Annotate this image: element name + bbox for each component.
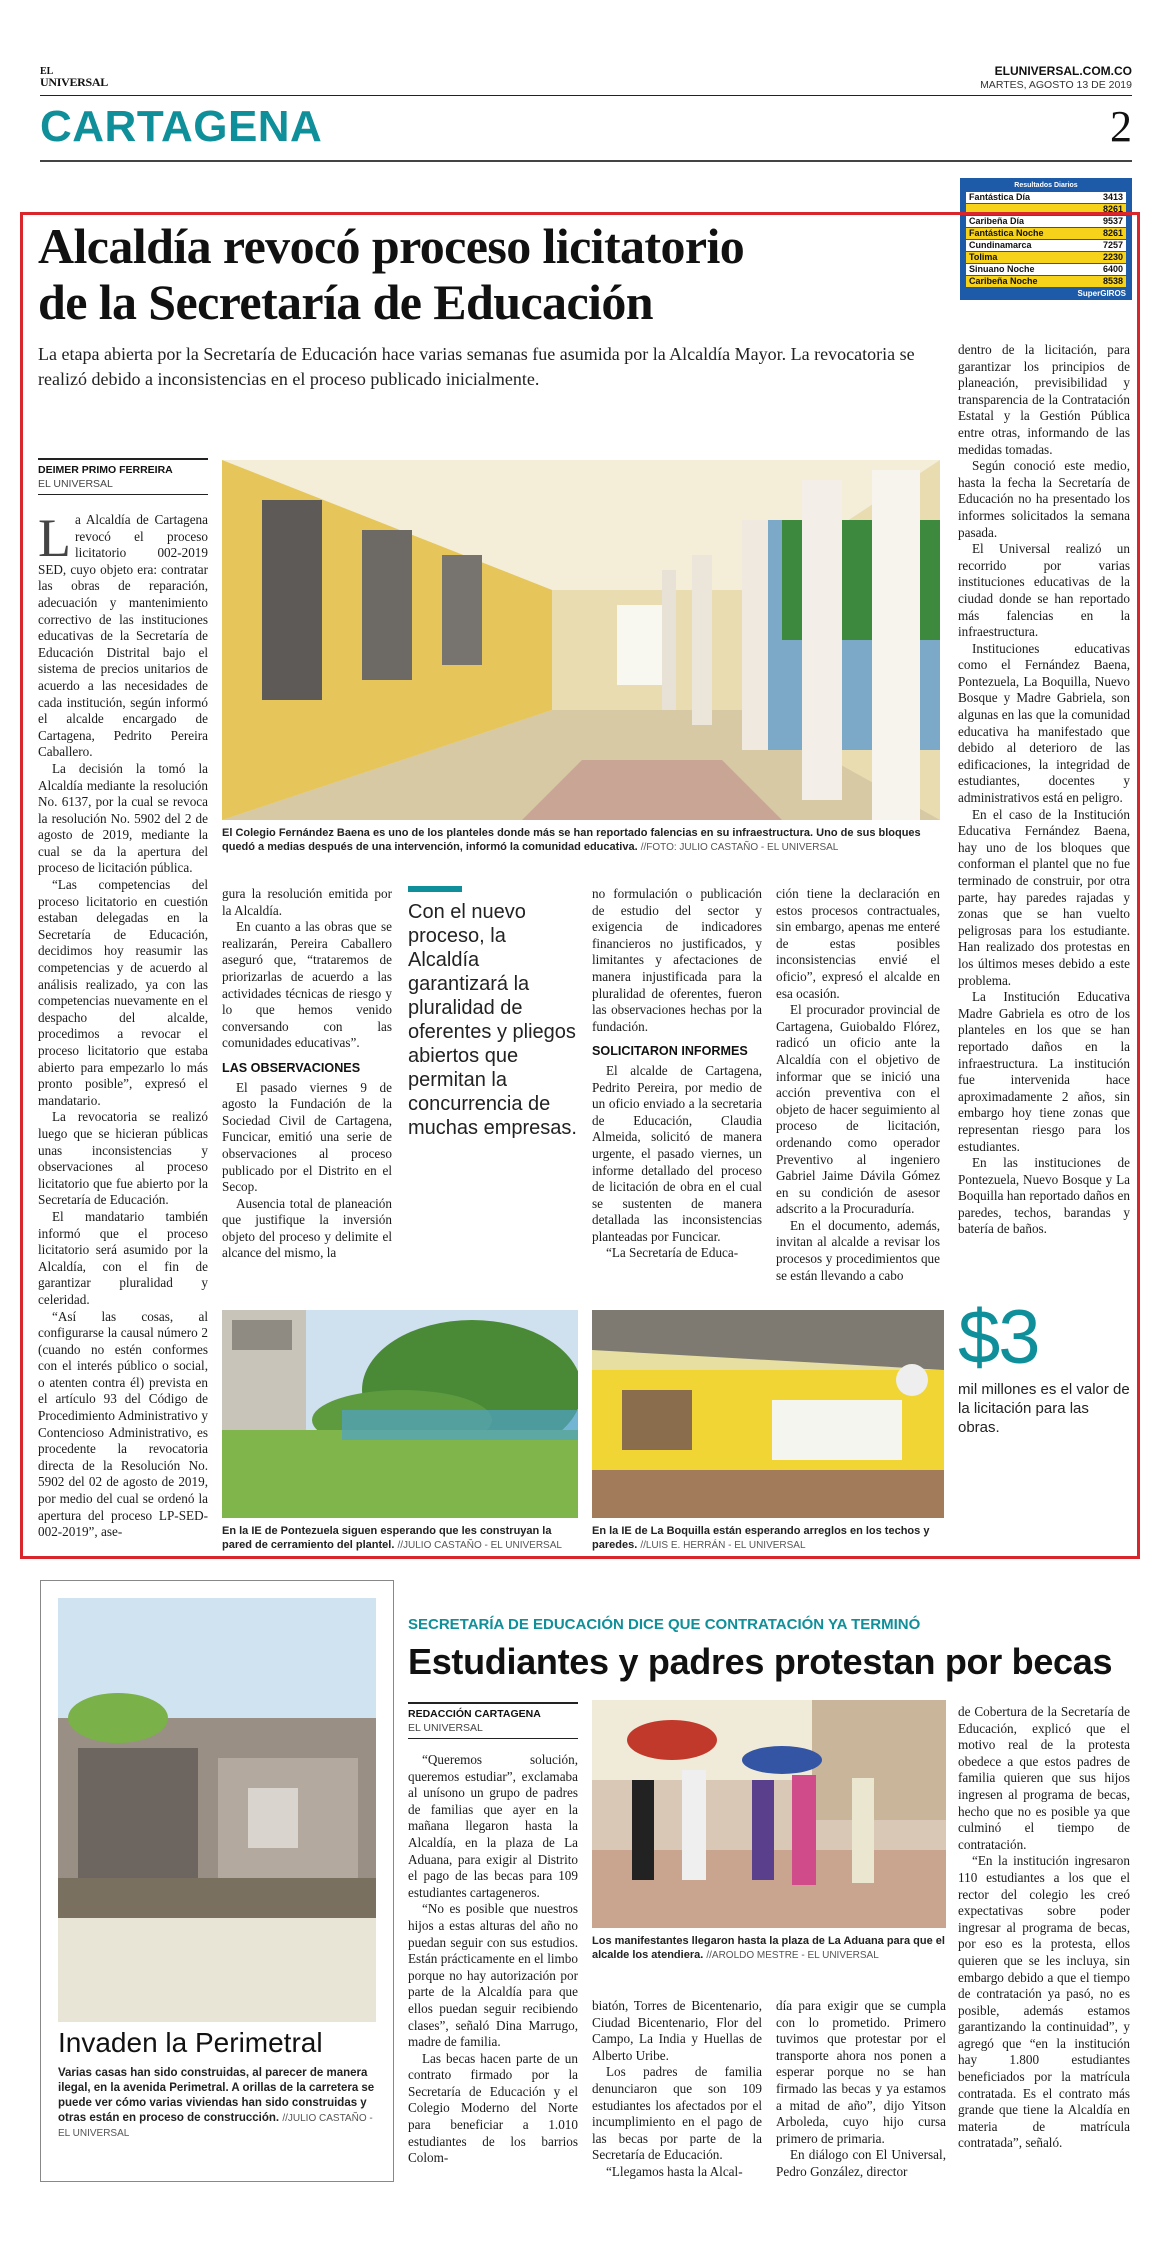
paragraph: La revocatoria se realizó luego que se hicieran públicas unas inconsistencias y observaciones al proceso licitatorio que fue abierto por la Secretaría de Educación. [38,1109,208,1208]
photo2-caption [222,1524,578,1553]
paragraph: El pasado viernes 9 de agosto la Fundación de la Sociedad Civil de Cartagena, Funcicar, emitió una serie de observaciones al proceso publicado por el Distrito en el Secop. [222,1079,392,1195]
photo3-credit: //LUIS E. HERRÁN - EL UNIVERSAL [640,1540,806,1551]
photo3-caption-text: En la IE de La Boquilla están esperando arreglos en los techos y paredes. [592,1525,930,1551]
paragraph: Según conoció este medio, hasta la fecha la Secretaría de Educación no ha presentado los informes solicitados la semana pasada. [958,458,1130,540]
lottery-value: 8538 [1102,276,1123,286]
lottery-title: Resultados Diarios [1014,182,1078,189]
paragraph: dentro de la licitación, para garantizar los principios de planeación, previsibilidad y transparencia de la Contratación Estatal y la Gestión Pública entre otras, informando de las medidas tomadas. [958,342,1130,457]
article1-outlet: EL UNIVERSAL [38,478,113,490]
paragraph: El procurador provincial de Cartagena, Guiobaldo Flórez, radicó un oficio ante la Alcaldía con el objetivo de informar que se inició una acción preventiva con el objeto de hacer seguimiento al proceso de licitación, ordenando como operador Preventivo al ingeniero Gabriel Jaime Dávila Gómez en su condición de asesor adscrito a la Procuraduría. [776,1002,940,1217]
paragraph: En el caso de la Institución Educativa Fernández Baena, hay uno de los bloques que conforman el plantel que no fue terminado de construir, por otra parte, hay paredes rajadas y zonas que se han vuelto peligrosas para los estudiante. Han realizado dos protestas en los últimos meses debido a este problema. [958,806,1130,988]
article1-author: DEIMER PRIMO FERREIRA [38,464,173,476]
sidebar-credit: //JULIO CASTAÑO - EL UNIVERSAL [58,2113,373,2139]
article1-col4 [592,886,762,1262]
lottery-name: Fantástica Noche [969,228,1044,238]
perimetral-illustration [58,1598,376,2022]
paragraph: de Cobertura de la Secretaría de Educación, explicó que el motivo real de la protesta obedece a que estos padres de familia quieren que sus hijos ingresen al programa de becas, hecho que no es posible ya que culminó el tiempo de contratación. [958,1704,1130,1852]
paragraph: “Las competencias del proceso licitatorio en cuestión estaban delegadas en la Secretaría de Educación, decidimos hoy reasumir las competencias y de acuerdo al análisis realizado, ya con las competencias nuevamente en el despacho del alcalde, procedimos a revocar el proceso licitatorio que estaba abierto para empezarlo lo más pronto posible”, expresó el mandatario. [38,877,208,1108]
lottery-value: 8261 [1102,204,1123,214]
paragraph: Ausencia total de planeación que justifique la inversión objeto del proceso y delimite el alcance del mismo, la [222,1195,392,1261]
paragraph: “Así las cosas, al configurarse la causal número 2 (cuando no estén conformes con el interés público o social, o atenten contra él) prevista en el artículo 93 del Código de Procedimiento Administrativo y Contencioso Administrativo, es procedente la revocatoria directa de la Resolución No. 5902 del 02 de agosto de 2019, por medio del cual se ordenó la apertura del proceso LP-SED-002-2019”, ase- [38,1308,208,1540]
lottery-name: Sinuano Noche [969,264,1035,274]
a2-photo-caption [592,1934,946,1963]
paragraph: Las becas hacen parte de un contrato firmado por la Secretaría de Educación y el Colegio Moderno del Norte para beneficiar a 1.010 estudiantes de los barrios Colom- [408,2050,578,2166]
stat-text: mil millones es el valor de la licitación para las obras. [958,1381,1130,1436]
section-rule [40,160,1132,162]
paragraph: día para exigir que se cumpla con lo prometido. Primero tuvimos que protestar por el transporte ahora nos ponen a esperar porque no se han firmado las becas y ya estamos a mitad de año”, dijo Yitson Arboleda, cuyo hijo cursa primero de primaria. [776,1998,946,2146]
stat-value: $3 [958,1295,1039,1380]
article2-author: REDACCIÓN CARTAGENA [408,1708,541,1720]
paragraph: no formulación o publicación de estudio del sector y exigencia de indicadores financieros no justificados, y limitantes y afectaciones de manera injustificada para la pluralidad de oferentes, fueron las observaciones hechas por la fundación. [592,886,762,1034]
paragraph: “La Secretaría de Educa- [606,1245,739,1261]
photo-colegio-fernandez-baena [222,460,940,820]
logo-line1: EL [40,66,54,77]
lottery-name: Cundinamarca [969,240,1032,250]
lottery-value: 7257 [1102,240,1123,250]
byline-rule-bottom [38,494,208,495]
photo1-caption-text: El Colegio Fernández Baena es uno de los planteles donde más se han reportado falencias en su infraestructura. Uno de sus bloques quedó a medias después de una intervención, informó la comunidad educativa. [222,827,921,853]
headline-line1: Alcaldía revocó proceso licitatorio [38,218,745,274]
paragraph [38,508,208,761]
a2-byline-rule [408,1702,578,1704]
photo-pontezuela [222,1310,578,1518]
article2-col2 [592,1998,762,2181]
article1-lede: La etapa abierta por la Secretaría de Educación hace varias semanas fue asumida por la Alcaldía Mayor. La revocatoria se realizó debido a inconsistencias en el proceso publicado inicialmente. [38,344,915,389]
paragraph: El alcalde de Cartagena, Pedrito Pereira, por medio de un oficio enviado a la secretaria de Educación, Claudia Almeida, solicitó de manera urgente, el pasado viernes, un informe detallado del proceso de licitación de obra en el cual se sustenten de manera detallada las inconsistencias planteadas por Funcicar. [592,1062,762,1244]
lottery-row [966,192,1126,203]
sidebar-title: Invaden la Perimetral [58,2027,323,2058]
article1-col6 [958,342,1130,1238]
logo [40,66,108,88]
headline-line2: de la Secretaría de Educación [38,274,653,330]
paragraph-rest: a Alcaldía de Cartagena revocó el proceso licitatorio 002-2019 SED, cuyo objeto era: contratar las obras de reparación, adecuación y mantenimiento correctivo de las instituciones educativas de la Secretaría de Educación Distrital bajo el sistema de precios unitarios de acuerdo a las necesidades de cada institución, según informó el alcalde encargado de Cartagena, Pedrito Pereira Caballero. [38,512,208,760]
a2-photo-caption-text: Los manifestantes llegaron hasta la plaza de La Aduana para que el alcalde los atendiera. [592,1935,945,1961]
photo1-caption [222,826,940,855]
pontezuela-illustration [222,1310,578,1518]
article2-col1 [408,1752,578,2167]
paragraph: Instituciones educativas como el Fernández Baena, Pontezuela, La Boquilla, Nuevo Bosque y Madre Gabriela, son algunas en las que la comunidad educativa ha manifestado que debido al deterioro de las edificaciones, la integridad de estudiantes, docentes y administrativos está en peligro. [958,640,1130,806]
lottery-value: 3413 [1102,192,1123,202]
photo2-credit: //JULIO CASTAÑO - EL UNIVERSAL [397,1540,562,1551]
article1-col2 [222,886,392,1262]
lottery-name: Caribeña Día [969,216,1025,226]
paragraph: Los padres de familia denunciaron que son 109 estudiantes los afectados por el incumplimiento en el pago de las becas por parte de la Secretaría de Educación. [592,2064,762,2163]
paragraph: La decisión la tomó la Alcaldía mediante la resolución No. 6137, por la cual se revoca la resolución No. 5902 del 2 de agosto de 2019, mediante la cual se da la apertura del proceso de licitación pública. [38,760,208,876]
subheading: LAS OBSERVACIONES [222,1060,361,1075]
paragraph: En el documento, además, invitan al alcalde a revisar los procesos y procedimientos que se están llevando a cabo [776,1217,940,1283]
logo-line2: UNIVERSAL [40,75,108,89]
boquilla-illustration [592,1310,944,1518]
paragraph: biatón, Torres de Bicentenario, Ciudad Bicentenario, Flor del Campo, La India y Huellas de Alberto Uribe. [592,1998,762,2063]
article1-headline [38,218,938,330]
paragraph: “En la institución ingresaron 110 estudiantes a los que el rector del colegio les creó expectativas sobre poder ingresar al programa de becas, por eso es la protesta, ellos quieren que se les incluya, sin embargo debido a que el tiempo de contratación ya pasó, no es posible, además estamos garantizando la continuidad”, y agregó que “en la institución hay 1.800 estudiantes beneficiados por la matrícula contratada. Es el contrato más grande que tiene la Alcaldía en materia de matrícula contratada”, señaló. [958,1853,1130,2151]
paragraph: ción tiene la declaración en estos procesos contractuales, sin embargo, apenas me enteré de estas posibles inconsistencias envié el oficio”, expresó el alcalde en esa ocasión. [776,886,940,1001]
photo2-caption-text: En la IE de Pontezuela siguen esperando que les construyan la pared de cerramiento del plantel. [222,1525,552,1551]
protest-illustration [592,1700,946,1928]
article2-headline: Estudiantes y padres protestan por becas [408,1641,1113,1682]
article2-col3 [776,1998,946,2181]
photo1-credit: //FOTO: JULIO CASTAÑO - EL UNIVERSAL [640,842,839,853]
a2-byline-rule-bottom [408,1738,578,1739]
paragraph: gura la resolución emitida por la Alcaldía. [222,886,392,918]
a2-photo-credit: //AROLDO MESTRE - EL UNIVERSAL [706,1950,879,1961]
sidebar-caption-text: Varias casas han sido construidas, al parecer de manera ilegal, en la avenida Perimetral. A orillas de la carretera se puede ver cómo varias viviendas han sido construidas y otras están en proceso de construcción. [58,2067,375,2124]
paragraph: La Institución Educativa Madre Gabriela es otro de los planteles en los que se han reportado daños en la infraestructura. La institución fue intervenida hace aproximadamente 2 años, sin embargo hoy tiene zonas que representan riesgo para los estudiantes. [958,989,1130,1154]
masthead [40,62,1132,162]
lottery-name: Fantástica Día [969,192,1031,202]
lottery-value: 8261 [1102,228,1123,238]
issue-date: MARTES, AGOSTO 13 DE 2019 [980,79,1132,91]
lottery-value: 9537 [1102,216,1123,226]
subheading: SOLICITARON INFORMES [592,1044,748,1059]
section-title: CARTAGENA [40,102,323,151]
paragraph: En las instituciones de Pontezuela, Nuevo Bosque y La Boquilla han reportado daños en paredes, techos, barandas y batería de baños. [958,1155,1130,1237]
sidebar-caption [58,2066,376,2141]
paragraph: En cuanto a las obras que se realizarán, Pereira Caballero aseguró que, “trataremos de priorizarlas de acuerdo a las actividades técnicas de riesgo y lo que hemos venido conversando con las comunidades educativas”. [222,919,392,1051]
photo-la-boquilla [592,1310,944,1518]
photo-perimetral [58,1598,376,2022]
pull-quote: Con el nuevo proceso, la Alcaldía garantizará la pluralidad de oferentes y pliegos abiertos que permitan la concurrencia de muchas empresas. [408,901,577,1139]
paragraph: “Queremos solución, queremos estudiar”, exclamaba al unísono un grupo de padres de familias que ayer en la mañana llegaron hasta la Alcaldía, en la plaza de La Aduana, para exigir al Distrito el pago de las becas para 109 estudiantes cartageneros. [408,1752,578,1900]
article2-col4 [958,1704,1130,2152]
byline-rule [38,458,208,460]
paragraph: “Llegamos hasta la Alcal- [606,2163,743,2179]
drop-cap: L [38,508,71,568]
article1-col1 [38,508,208,1541]
article1-col5 [776,886,940,1284]
lottery-name: Caribeña Noche [969,276,1038,286]
lottery-value: 6400 [1102,264,1123,274]
lottery-value: 2230 [1102,252,1123,262]
paragraph: El Universal realizó un recorrido por varias instituciones educativas de la ciudad donde se han reportado más falencias en la infraestructura. [958,541,1130,640]
masthead-rule [40,95,1132,96]
article2-outlet: EL UNIVERSAL [408,1722,483,1734]
article2-kicker: SECRETARÍA DE EDUCACIÓN DICE QUE CONTRATACIÓN YA TERMINÓ [408,1616,921,1633]
lottery-brand: SuperGIROS [1077,289,1126,298]
corridor-illustration [222,460,940,820]
page-number: 2 [1110,102,1132,151]
lottery-name: Tolima [969,252,998,262]
paragraph: El mandatario también informó que el proceso licitatorio será asumido por la Alcaldía, con el fin de garantizar pluralidad y celeridad. [38,1208,208,1307]
paragraph: En diálogo con El Universal, Pedro González, director [776,2147,946,2179]
site-url: ELUNIVERSAL.COM.CO [994,64,1132,78]
photo-protesta-becas [592,1700,946,1928]
quote-bar [408,886,462,892]
paragraph: “No es posible que nuestros hijos a estas alturas del año no puedan seguir con sus estudios. Están prácticamente en el limbo porque no hay autorización por parte de la Alcaldía para que ellos puedan seguir recibiendo clases”, señaló Dina Marrugo, madre de familia. [408,1901,578,2050]
photo3-caption [592,1524,944,1553]
